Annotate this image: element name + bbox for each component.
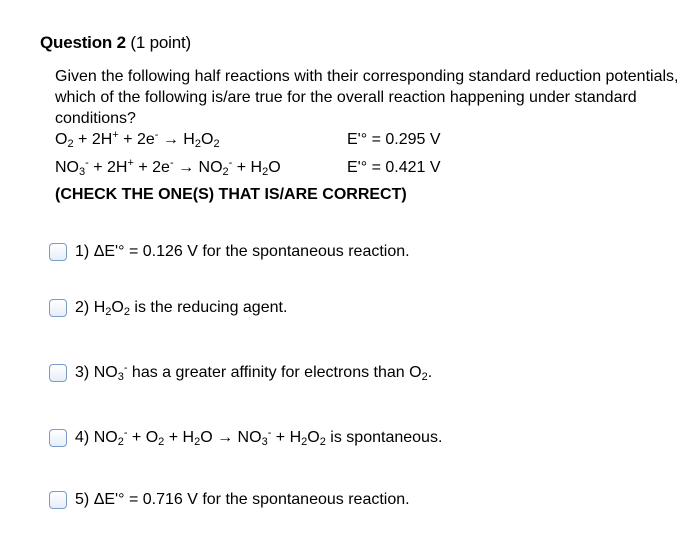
option-5[interactable] <box>49 489 410 511</box>
option-1-checkbox[interactable] <box>49 243 67 261</box>
option-5-checkbox[interactable] <box>49 491 67 509</box>
question-label: Question 2 <box>40 33 126 52</box>
option-1[interactable] <box>49 241 410 263</box>
option-2-text: is the reducing agent. <box>129 299 288 316</box>
option-3[interactable] <box>49 362 432 384</box>
option-3-number: 3) <box>75 364 90 381</box>
option-4-equation: $NO_2^- + O_2 + H_2O \to NO_3^- + H_2O_2$ <box>93 427 326 448</box>
half-reaction-1-potential: E'° = 0.295 V <box>347 131 441 148</box>
question-prompt <box>55 66 685 129</box>
option-3-checkbox[interactable] <box>49 364 67 382</box>
option-2-formula: $H_2O_2$ <box>93 299 130 318</box>
half-reaction-2-potential: E'° = 0.421 V <box>347 159 441 176</box>
option-1-number: 1) <box>75 243 90 260</box>
question-points: (1 point) <box>130 33 191 52</box>
option-5-text: ΔE'° = 0.716 V for the spontaneous reaction. <box>93 491 410 508</box>
prompt-text: Given the following half reactions with their corresponding standard reduction potentials, which of the following is/are true for the overall reaction happening under standard conditions? <box>55 68 679 127</box>
half-reaction-1-equation: $O_2 + 2H^+ + 2e^- \to H_2O_2$ <box>55 129 220 150</box>
option-2[interactable] <box>49 297 287 319</box>
option-4-number: 4) <box>75 429 90 446</box>
option-2-checkbox[interactable] <box>49 299 67 317</box>
option-3-formula-a: $NO_3^-$ <box>93 362 128 383</box>
half-reaction-2-equation: $NO_3^- + 2H^+ + 2e^- \to NO_2^- + H_2O$ <box>55 157 281 178</box>
option-5-number: 5) <box>75 491 90 508</box>
option-3-text: has a greater affinity for electrons than <box>127 364 410 381</box>
option-4[interactable] <box>49 427 442 449</box>
question-header <box>40 33 191 53</box>
option-4-text: is spontaneous. <box>325 429 443 446</box>
check-instruction: (CHECK THE ONE(S) THAT IS/ARE CORRECT) <box>55 186 407 203</box>
option-1-text: ΔE'° = 0.126 V for the spontaneous reaction. <box>93 243 410 260</box>
option-2-number: 2) <box>75 299 90 316</box>
option-3-formula-b: $O_2$. <box>409 364 433 383</box>
option-4-checkbox[interactable] <box>49 429 67 447</box>
